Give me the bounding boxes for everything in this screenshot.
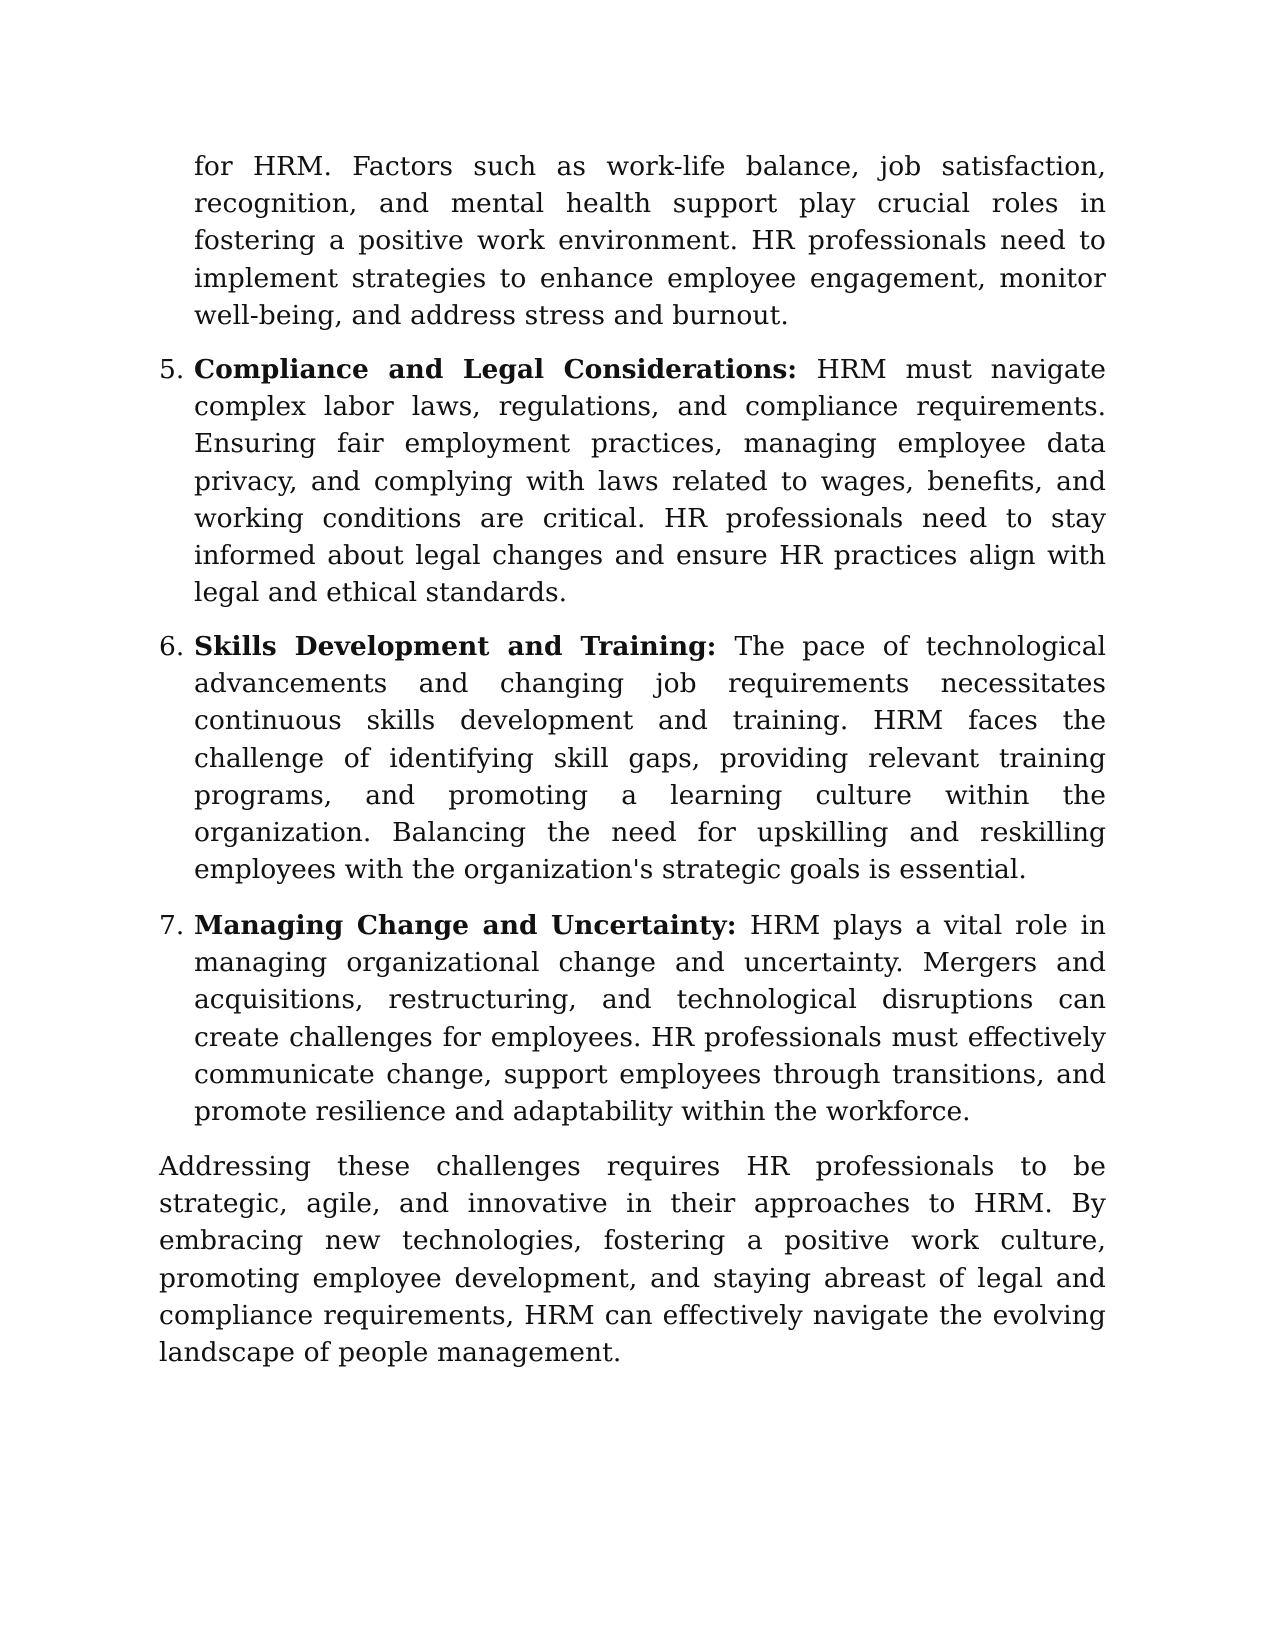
conclusion-paragraph: Addressing these challenges requires HR professionals to be strategic, agile, and innovative in their approaches to HRM. By embracing new technologies, fostering a positive work culture, promoting employee development, and staying abreast of legal and compliance requirements, HRM can effectively navigate the evolving landscape of people management. (159, 1151, 1106, 1369)
list-number: 5. (159, 354, 185, 385)
continued-paragraph: for HRM. Factors such as work-life balance, job satisfaction, recognition, and mental health support play crucial roles in fostering a positive work environment. HR professionals need to implement strategies to enhance employee engagement, monitor well-being, and address stress and burnout. (194, 151, 1106, 331)
list-item-skills-development (159, 628, 1106, 888)
list-item-managing-change (159, 907, 1106, 1130)
list-item-body: HRM plays a vital role in managing organizational change and uncertainty. Mergers and acquisitions, restructuring, and technological disruptions can create challenges for employees. HR professionals must effectively communicate change, support employees through transitions, and promote resilience and adaptability within the workforce. (194, 910, 1106, 1128)
list-number: 6. (159, 631, 185, 662)
list-number: 7. (159, 910, 185, 941)
list-item-heading: Compliance and Legal Considerations: (194, 354, 817, 385)
list-item-body: HRM must navigate complex labor laws, regulations, and compliance requirements. Ensuring fair employment practices, managing employee data privacy, and complying with laws related to wages, benefits, and working conditions are critical. HR professionals need to stay informed about legal changes and ensure HR practices align with legal and ethical standards. (194, 354, 1106, 609)
list-item-body: The pace of technological advancements and changing job requirements necessitates continuous skills development and training. HRM faces the challenge of identifying skill gaps, providing relevant training programs, and promoting a learning culture within the organization. Balancing the need for upskilling and reskilling employees with the organization's strategic goals is essential. (194, 631, 1106, 886)
list-item-heading: Managing Change and Uncertainty: (194, 910, 750, 941)
list-item-heading: Skills Development and Training: (194, 631, 735, 662)
list-item-compliance (159, 351, 1106, 611)
